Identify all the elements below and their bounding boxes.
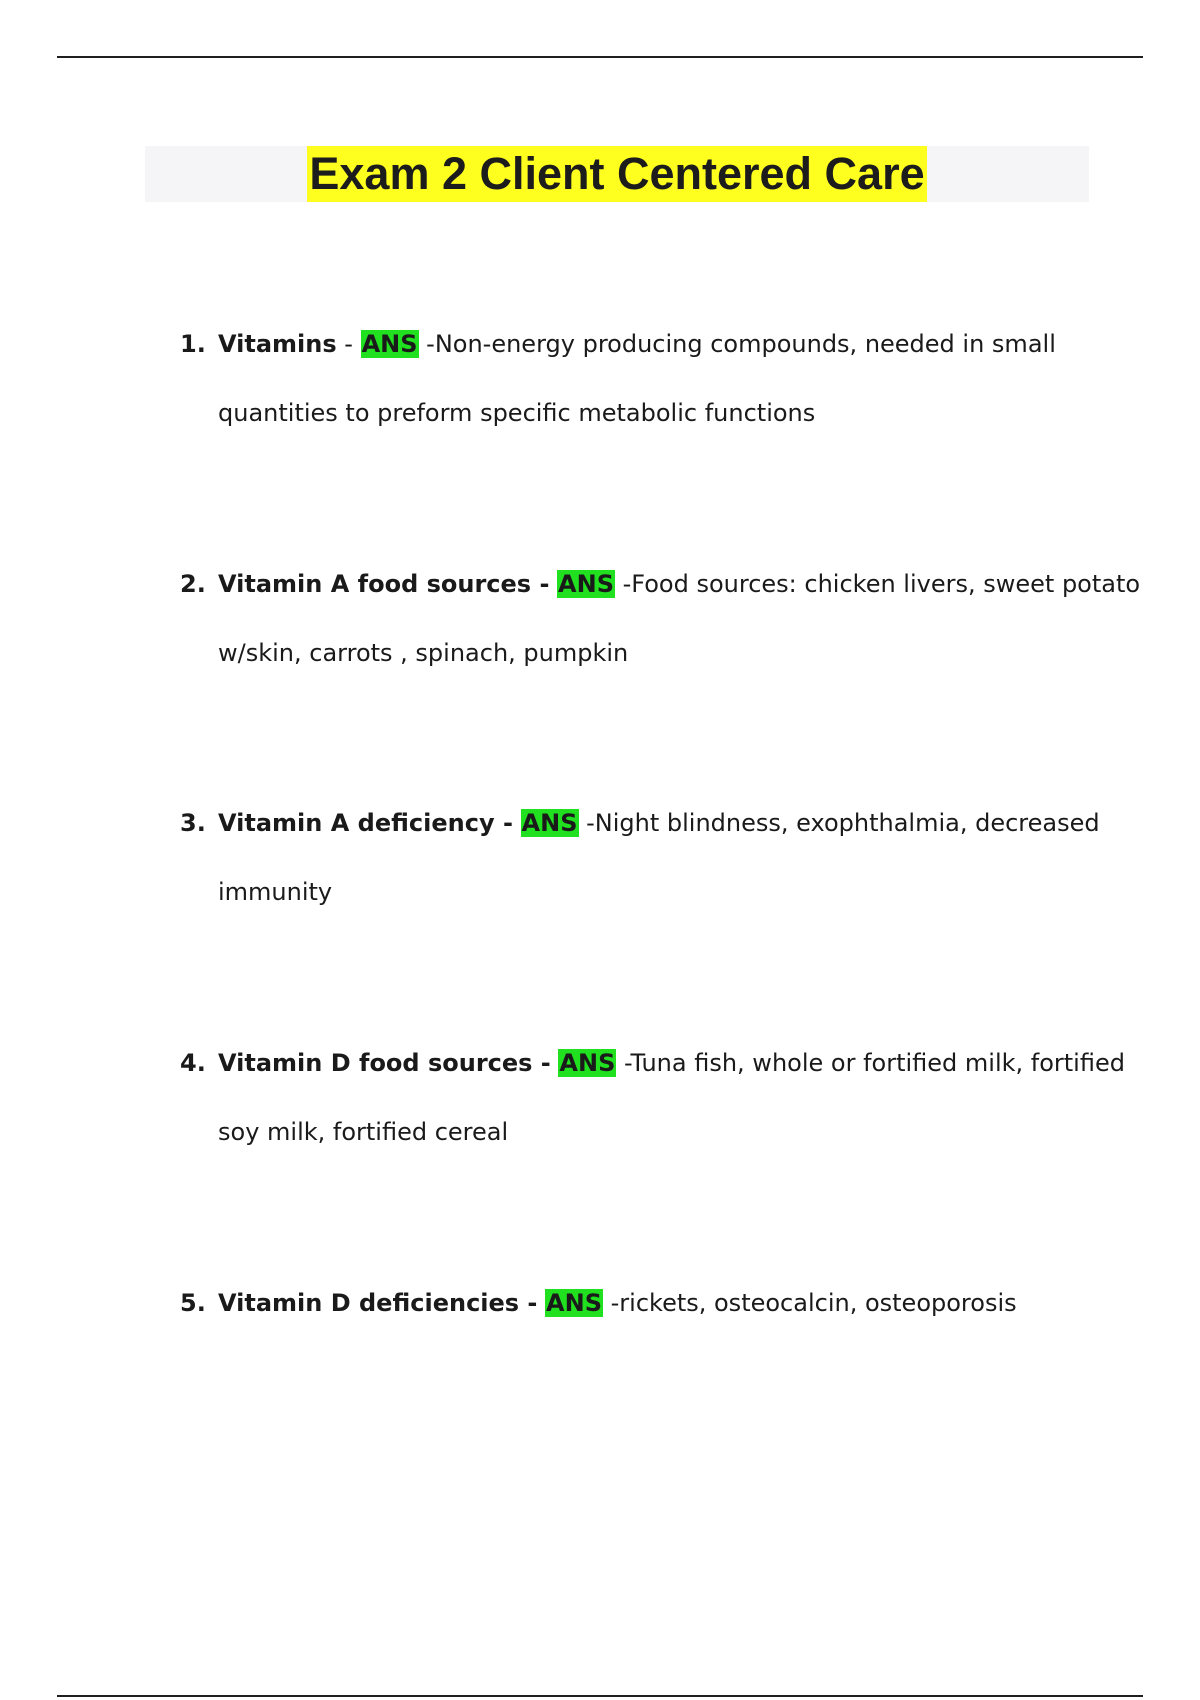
item-answer-continued: soy milk, fortified cereal: [218, 1118, 509, 1146]
list-item: [180, 566, 1141, 671]
qa-line: [180, 1285, 1080, 1354]
item-separator: -: [336, 330, 361, 358]
item-separator: [549, 570, 557, 598]
ans-badge: ANS: [559, 1049, 616, 1077]
item-number: 2.: [180, 570, 206, 598]
item-answer: -Food sources: chicken livers, sweet potato: [615, 570, 1141, 598]
ans-badge: ANS: [558, 570, 614, 598]
item-term: Vitamin A food sources -: [218, 570, 550, 598]
item-number: 3.: [180, 809, 206, 837]
item-answer: -Night blindness, exophthalmia, decreased: [578, 809, 1100, 837]
list-item: [180, 805, 1100, 910]
ans-badge: ANS: [521, 809, 578, 837]
qa-line: [180, 326, 1080, 395]
item-number: 1.: [180, 330, 206, 358]
item-term: Vitamin D deficiencies -: [218, 1289, 538, 1317]
page-title: Exam 2 Client Centered Care: [307, 146, 926, 202]
item-term: Vitamins: [218, 330, 337, 358]
item-answer: -Tuna fish, whole or fortified milk, fortified: [616, 1049, 1125, 1077]
footer-rule: [57, 1695, 1143, 1697]
item-answer: -rickets, osteocalcin, osteoporosis: [603, 1289, 1017, 1317]
item-separator: [513, 809, 521, 837]
item-term: Vitamin D food sources -: [218, 1049, 551, 1077]
ans-badge: ANS: [361, 330, 418, 358]
qa-line: [180, 805, 1100, 874]
item-answer-continued: w/skin, carrots , spinach, pumpkin: [218, 639, 629, 667]
item-separator: [537, 1289, 545, 1317]
qa-line: [180, 566, 1141, 635]
item-answer-continued: immunity: [218, 878, 333, 906]
ans-badge: ANS: [546, 1289, 602, 1317]
list-item: [180, 1045, 1125, 1150]
item-answer: -Non-energy producing compounds, needed in small: [418, 330, 1056, 358]
item-number: 4.: [180, 1049, 206, 1077]
list-item: [180, 326, 1080, 431]
item-answer-continued: quantities to preform specific metabolic functions: [218, 399, 816, 427]
item-term: Vitamin A deficiency -: [218, 809, 513, 837]
item-number: 5.: [180, 1289, 206, 1317]
qa-line: [180, 1045, 1125, 1114]
list-item: [180, 1285, 1080, 1354]
